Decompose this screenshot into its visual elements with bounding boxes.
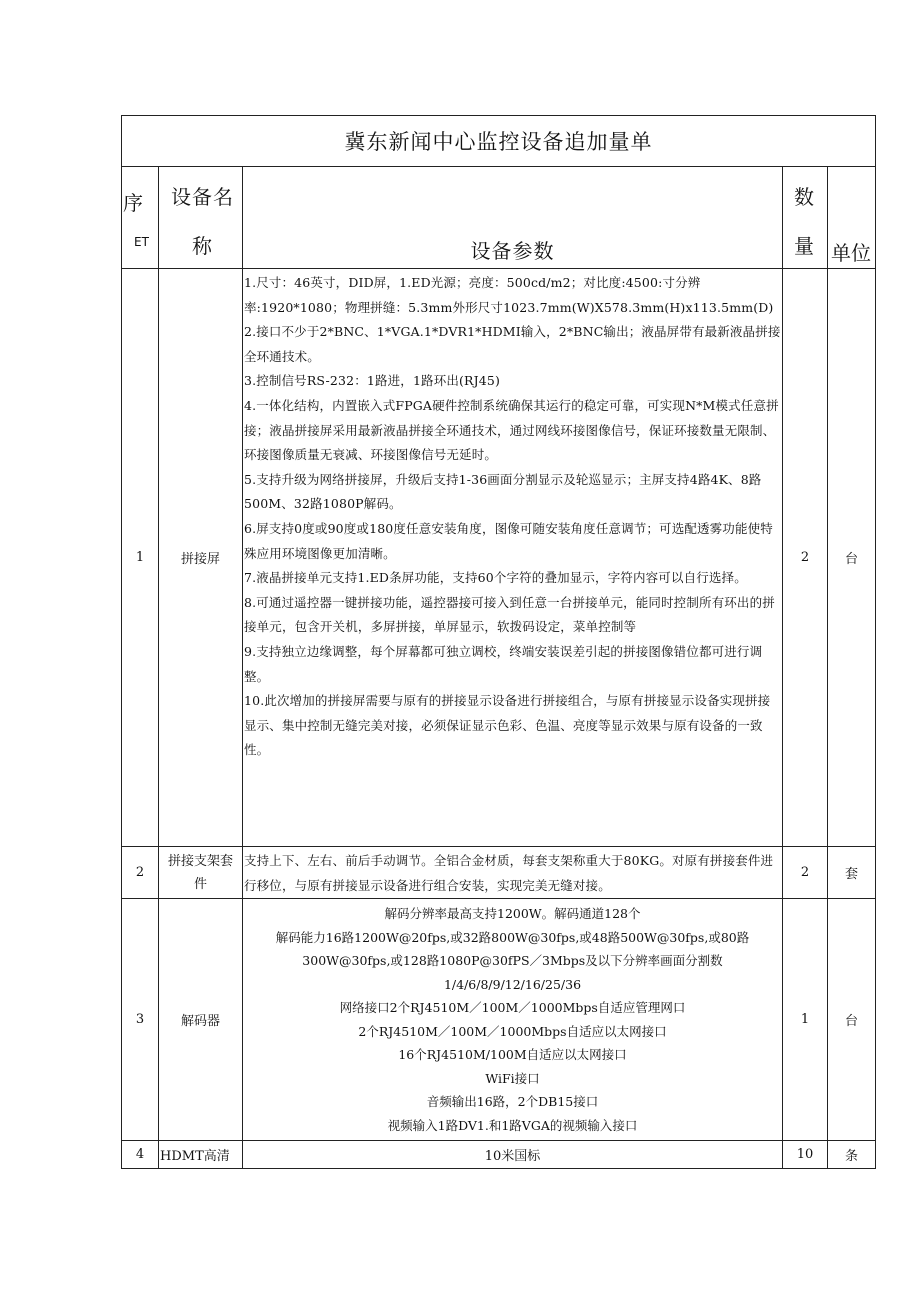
param-line: 8.可通过遥控器一键拼接功能，遥控器接可接入到任意一台拼接单元，能同时控制所有环出的拼接单元，包含开关机，多屏拼接，单屏显示，软拨码设定，菜单控制等: [244, 594, 775, 635]
row-qty: 2: [783, 269, 828, 847]
param-line: 2.接口不少于2*BNC、1*VGA.1*DVR1*HDMI输入，2*BNC输出；液晶屏带有最新液晶拼接全环通技术。: [244, 324, 781, 364]
param-line: 解码分辨率最高支持1200W。解码通道128个: [384, 906, 641, 922]
header-params: [243, 167, 783, 269]
header-name-line2: 称: [192, 234, 212, 258]
header-name-line1: 设备名: [171, 185, 234, 209]
table-row: [122, 269, 876, 847]
param-line: WiFi接口: [485, 1070, 540, 1086]
param-line: 1/4/6/8/9/12/16/25/36: [443, 976, 582, 992]
param-line: 3.控制信号RS-232：1路进，1路环出(RJ45): [244, 373, 500, 389]
row-unit: 台: [828, 899, 876, 1141]
header-qty-line2: 量: [794, 234, 814, 258]
row-name: 拼接屏: [159, 269, 243, 847]
table-row: [122, 1141, 876, 1169]
header-unit-label: 单位: [831, 241, 871, 265]
param-line: 音频输出16路，2个DB15接口: [426, 1094, 599, 1110]
table-row: [122, 847, 876, 899]
row-qty: 1: [783, 899, 828, 1141]
table-row: [122, 899, 876, 1141]
param-line: 10.此次增加的拼接屏需要与原有的拼接显示设备进行拼接组合，与原有拼接显示设备实现拼接显示、集中控制无缝完美对接，必须保证显示色彩、色温、亮度等显示效果与原有设备的一致性。: [244, 693, 771, 758]
header-unit: [828, 167, 876, 269]
row-params: [243, 269, 783, 847]
row-name-line1: 拼接支架套: [167, 853, 233, 869]
row-name: HDMT高清: [159, 1141, 243, 1169]
row-no: 2: [122, 847, 159, 899]
row-unit: 条: [828, 1141, 876, 1169]
row-qty: 10: [783, 1141, 828, 1169]
param-line: 支持上下、左右、前后手动调节。全铝合金材质，每套支架称重大于80KG。对原有拼接套件进行移位，与原有拼接显示设备进行组合安装，实现完美无缝对接。: [244, 853, 774, 893]
row-params: [243, 847, 783, 899]
param-line: 解码能力16路1200W@20fps,或32路800W@30fps,或48路500W@30fps,或80路300W@30fps,或128路1080P@30fPS／3Mbps及以下分辨率画面分割数: [275, 929, 750, 969]
header-name: [159, 167, 243, 269]
param-line: 6.屏支持0度或90度或180度任意安装角度，图像可随安装角度任意调节；可选配透雾功能使特殊应用环境图像更加清晰。: [244, 520, 773, 561]
row-params: [243, 899, 783, 1141]
row-name: 解码器: [159, 899, 243, 1141]
table-title: 冀东新闻中心监控设备追加量单: [122, 116, 876, 167]
header-no: [122, 167, 159, 269]
param-line: 7.液晶拼接单元支持1.ED条屏功能，支持60个字符的叠加显示，字符内容可以自行选择。: [244, 570, 747, 586]
param-line: 5.支持升级为网络拼接屏，升级后支持1-36画面分割显示及轮巡显示；主屏支持4路4K、8路500M、32路1080P解码。: [244, 471, 762, 512]
equipment-table: [121, 115, 876, 1169]
param-line: 视频输入1路DV1.和1路VGA的视频输入接口: [387, 1117, 638, 1133]
row-no: 1: [122, 269, 159, 847]
row-qty: 2: [783, 847, 828, 899]
header-no-line2: ET: [134, 235, 149, 249]
param-line: 1.尺寸：46英寸，DID屏，1.ED光源；亮度：500cd/m2；对比度:4500:寸分辨率:1920*1080；物理拼缝：5.3mm外形尺寸1023.7mm(W)X578.3mm(H)x113.5mm(D): [244, 275, 774, 315]
row-no: 3: [122, 899, 159, 1141]
row-name-line2: 件: [193, 876, 207, 892]
param-line: 9.支持独立边缘调整，每个屏幕都可独立调校，终端安装误差引起的拼接图像错位都可进行调整。: [244, 643, 763, 684]
header-qty: [783, 167, 828, 269]
row-unit: 台: [828, 269, 876, 847]
header-no-line1: 序: [123, 191, 143, 215]
row-no: 4: [122, 1141, 159, 1169]
param-line: 2个RJ4510M／100M／1000Mbps自适应以太网接口: [358, 1023, 667, 1039]
param-line: 16个RJ4510M/100M自适应以太网接口: [398, 1047, 627, 1063]
header-params-label: 设备参数: [470, 239, 555, 263]
header-qty-line1: 数: [794, 185, 814, 209]
row-unit: 套: [828, 847, 876, 899]
param-line: 4.一体化结构，内置嵌入式FPGA硬件控制系统确保其运行的稳定可靠，可实现N*M模式任意拼接；液晶拼接屏采用最新液晶拼接全环通技术，通过网线环接图像信号，保证环接数量无限制、环接图像质量无衰减、环接图像信号无延时。: [244, 397, 779, 463]
row-name: [159, 847, 243, 899]
row-params: 10米国标: [243, 1141, 783, 1169]
param-line: 网络接口2个RJ4510M／100M／1000Mbps自适应管理网口: [339, 1000, 686, 1016]
